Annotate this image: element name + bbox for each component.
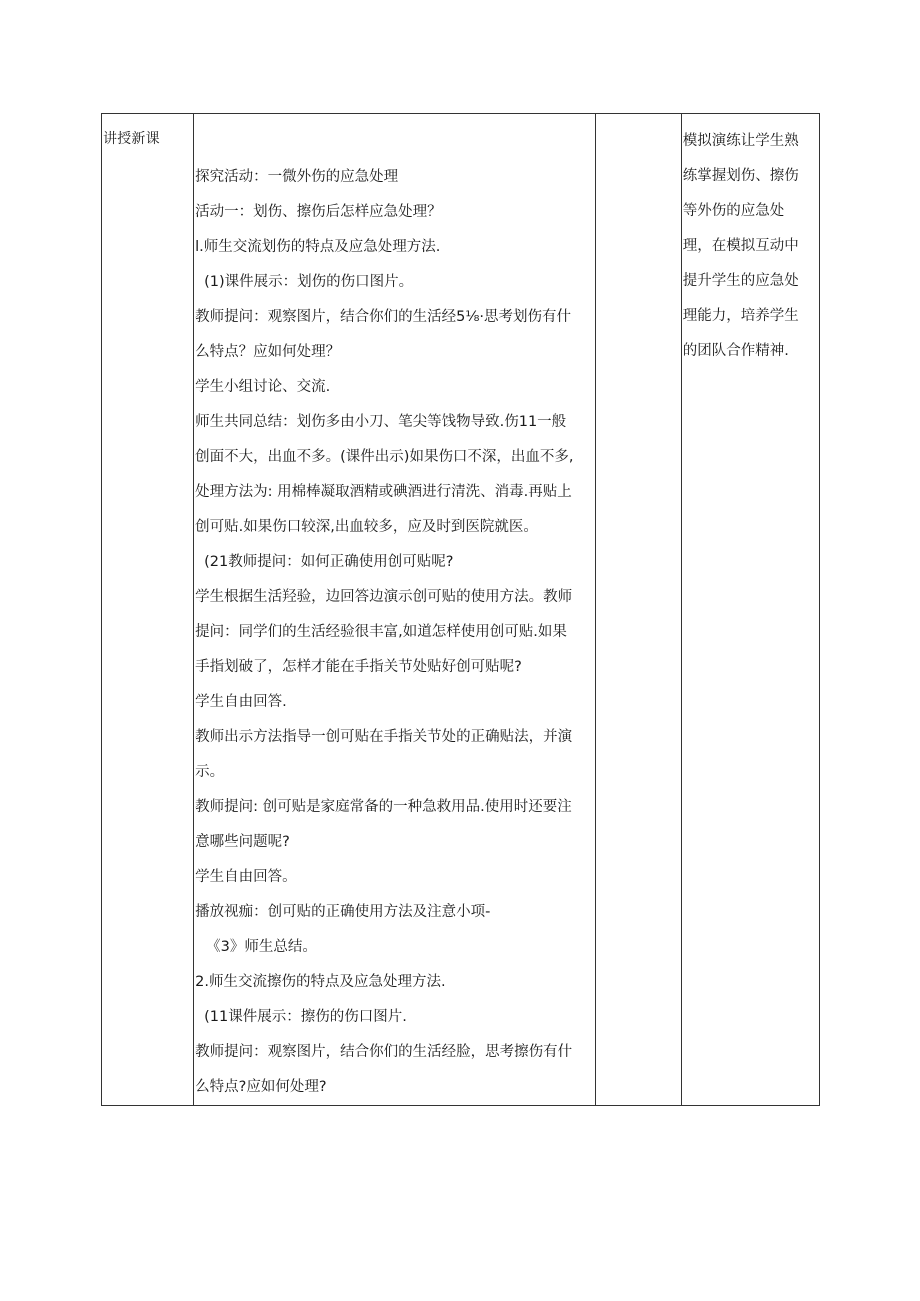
- content-line: 《3》师生总结。: [206, 939, 317, 955]
- content-line: l.师生交流划伤的特点及应急处理方法.: [195, 239, 441, 255]
- note-line: 模拟演练让学生熟: [682, 133, 799, 149]
- content-line: 示。: [195, 764, 225, 780]
- content-line: 教师提问：观察图片，结合你们的生活经5⅛·思考划伤有什: [195, 309, 572, 325]
- content-line: 手指划破了，怎样才能在手指关节处贴好创可贴呢?: [195, 659, 522, 675]
- stage-cell: [102, 114, 194, 1106]
- content-line: 学生自由回答.: [195, 694, 287, 710]
- content-line: 么特点？应如何处理？: [195, 344, 341, 360]
- content-line: 2.师生交流擦伤的特点及应急处理方法.: [195, 974, 446, 990]
- content-line: 学生根据生活羟验，边回答边演示创可贴的使用方法。教师: [195, 589, 573, 605]
- content-line: (21教师提问：如何正确使用创可贴呢?: [204, 554, 454, 570]
- design-intent-note: [682, 114, 819, 369]
- content-line: 么特点?应如何处理?: [195, 1079, 327, 1095]
- note-line: 的团队合作精神.: [682, 343, 789, 359]
- content-line: 教师提问：观察图片，结合你们的生活经脸，思考擦伤有什: [195, 1044, 573, 1060]
- content-line: 创面不大，出血不多。(课件出示)如果伤口不深，出血不多,: [195, 449, 574, 465]
- content-line: 处理方法为: 用棉棒凝取酒精或碘酒进行清洗、消毒.再贴上: [195, 484, 572, 500]
- content-line: 学生小组讨论、交流.: [195, 379, 331, 395]
- note-line: 等外伤的应急处: [682, 203, 785, 219]
- content-line: 学生自由回答。: [195, 869, 297, 885]
- content-line: 探究活动：一微外伤的应急处理: [195, 169, 399, 185]
- content-line: 教师出示方法指导一创可贴在手指关节处的正确贴法，并演: [195, 729, 573, 745]
- table-row: [102, 114, 820, 1106]
- lesson-plan-table: [101, 113, 820, 1106]
- empty-cell: [595, 114, 681, 1106]
- content-block: [194, 114, 595, 1105]
- content-line: 创可贴.如果伤口较深,出血较多，应及时到医院就医。: [195, 519, 538, 535]
- content-line: 活动一：划伤、擦伤后怎样应急处理？: [195, 204, 442, 220]
- note-cell: [681, 114, 819, 1106]
- note-line: 理能力，培养学生: [682, 308, 799, 324]
- content-line: 播放视痂：创可贴的正确使用方法及注意小项-: [195, 904, 491, 920]
- content-line: 教师提问: 创可贴是家庭常备的一种急救用品.使用时还要注: [195, 799, 572, 815]
- stage-label: 讲授新课: [103, 131, 160, 147]
- content-line: 师生共同总结：划伤多由小刀、笔尖等饯物导致.伤11一般: [195, 414, 567, 430]
- content-line: 意哪些问题呢?: [195, 834, 290, 850]
- note-line: 练掌握划伤、擦伤: [682, 168, 799, 184]
- note-line: 提升学生的应急处: [682, 273, 799, 289]
- note-line: 理，在模拟互动中: [682, 238, 799, 254]
- content-line: 提问：同学们的生活经验很丰富,如道怎样使用创可贴.如果: [195, 624, 567, 640]
- content-line: (1)课件展示：划伤的伤口图片。: [204, 274, 414, 290]
- content-line: (11课件展示：擦伤的伤口图片.: [204, 1009, 407, 1025]
- content-cell: [194, 114, 596, 1106]
